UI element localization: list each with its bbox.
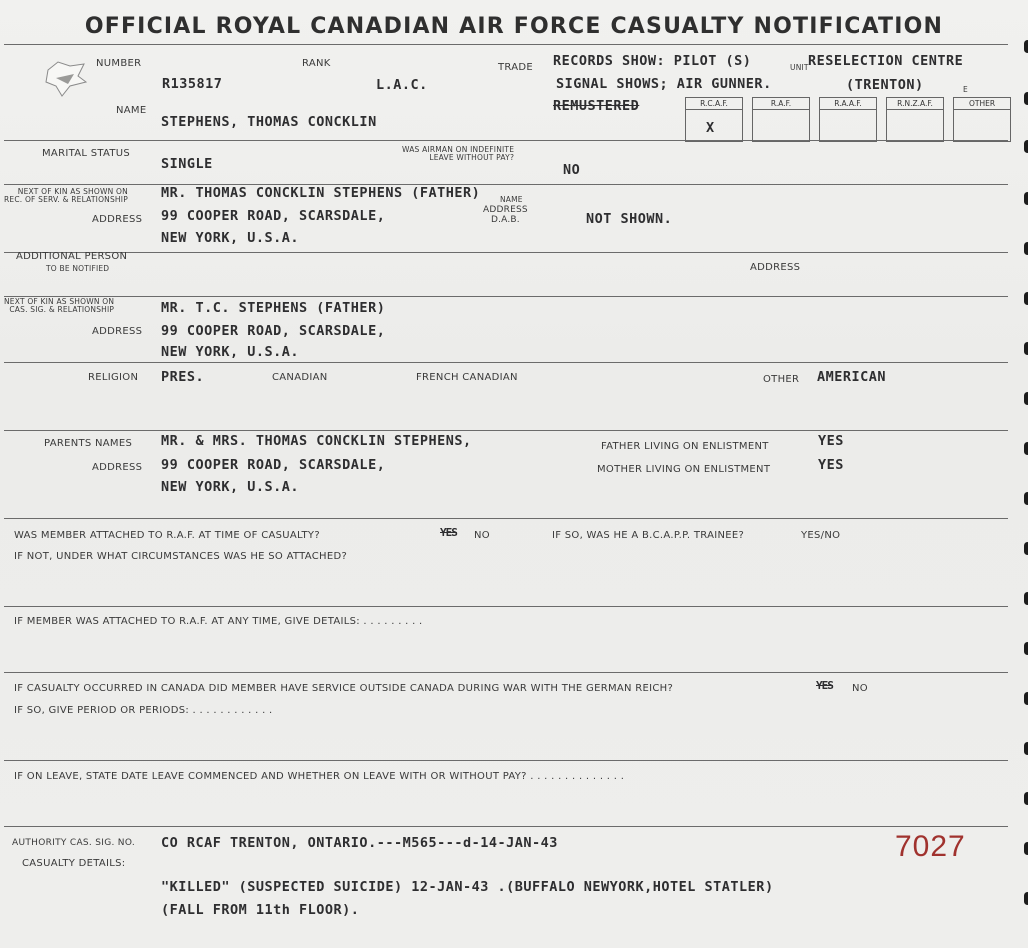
nok-rec-address-label: ADDRESS [92, 214, 143, 225]
rank-label: RANK [302, 58, 331, 69]
member-name: STEPHENS, THOMAS CONCKLIN [161, 114, 377, 130]
punch-hole [1024, 692, 1028, 705]
force-box-divider [686, 109, 742, 110]
attached-raf-no: NO [474, 530, 490, 541]
nok-cas-address-2: NEW YORK, U.S.A. [161, 344, 300, 360]
additional-address-label: ADDRESS [750, 262, 801, 273]
punch-hole [1024, 842, 1028, 855]
parents-names-value: MR. & MRS. THOMAS CONCKLIN STEPHENS, [161, 433, 472, 449]
nok-cas-name: MR. T.C. STEPHENS (FATHER) [161, 300, 386, 316]
nok-rec-address-1: 99 COOPER ROAD, SCARSDALE, [161, 208, 386, 224]
punch-hole [1024, 292, 1028, 305]
punch-hole [1024, 140, 1028, 153]
punch-hole [1024, 592, 1028, 605]
force-box-divider [887, 109, 943, 110]
punch-hole [1024, 642, 1028, 655]
punch-hole [1024, 542, 1028, 555]
rule [4, 826, 1008, 827]
trade-line-3: REMUSTERED [553, 98, 640, 114]
unit-label: UNIT [790, 63, 809, 72]
outside-canada-no: NO [852, 683, 868, 694]
punch-hole [1024, 392, 1028, 405]
indefinite-leave-value: NO [563, 162, 581, 178]
force-box-divider [954, 109, 1010, 110]
trade-label: TRADE [498, 62, 534, 73]
serial-number: 7027 [895, 830, 966, 863]
attached-raf-question: WAS MEMBER ATTACHED TO R.A.F. AT TIME OF CASUALTY? [14, 530, 320, 541]
force-box-label: R.A.F. [770, 99, 792, 108]
punch-hole [1024, 192, 1028, 205]
punch-hole [1024, 40, 1028, 53]
rule [4, 672, 1008, 673]
father-living-value: YES [818, 433, 844, 449]
dab-address-value: NOT SHOWN. [586, 211, 673, 227]
force-box-divider [820, 109, 876, 110]
rule [4, 362, 1008, 363]
torn-paper-mark [44, 60, 90, 100]
casualty-details-label: CASUALTY DETAILS: [22, 858, 126, 869]
casualty-details-line-1: "KILLED" (SUSPECTED SUICIDE) 12-JAN-43 .(BUFFALO NEWYORK,HOTEL STATLER) [161, 879, 774, 895]
periods-question: IF SO, GIVE PERIOD OR PERIODS: . . . . . . . . . . . . [14, 705, 273, 716]
casualty-details-line-2: (FALL FROM 11th FLOOR). [161, 902, 360, 918]
authority-label: AUTHORITY CAS. SIG. NO. [12, 838, 136, 848]
religion-other-label: OTHER [763, 374, 800, 385]
rule [4, 606, 1008, 607]
trade-line-1: RECORDS SHOW: PILOT (S) [553, 53, 752, 69]
name-label: NAME [116, 105, 147, 116]
french-canadian-label: FRENCH CANADIAN [416, 372, 518, 383]
force-box [819, 97, 877, 142]
punch-hole [1024, 92, 1028, 105]
outside-canada-strike: YES [816, 679, 833, 692]
rule [4, 430, 1008, 431]
indefinite-leave-label: WAS AIRMAN ON INDEFINITE LEAVE WITHOUT PAY? [402, 145, 515, 163]
rule [4, 296, 1008, 297]
rule [4, 252, 1008, 253]
force-mark: X [706, 120, 715, 136]
punch-hole [1024, 242, 1028, 255]
additional-person-label: ADDITIONAL PERSON [16, 251, 128, 262]
nok-rec-address-2: NEW YORK, U.S.A. [161, 230, 300, 246]
force-box [752, 97, 810, 142]
marital-status-value: SINGLE [161, 156, 213, 172]
unit-line-1: RESELECTION CENTRE [808, 53, 964, 69]
religion-value: PRES. [161, 369, 205, 385]
force-box [886, 97, 944, 142]
nok-cas-address-label: ADDRESS [92, 326, 143, 337]
nok-rec-label: NEXT OF KIN AS SHOWN ON REC. OF SERV. & RELATIONSHIP [4, 187, 128, 205]
parents-address-2: NEW YORK, U.S.A. [161, 479, 300, 495]
circumstances-question: IF NOT, UNDER WHAT CIRCUMSTANCES WAS HE SO ATTACHED? [14, 551, 348, 562]
unit-line-2: (TRENTON) [846, 77, 924, 93]
nok-rec-name: MR. THOMAS CONCKLIN STEPHENS (FATHER) [161, 185, 481, 201]
punch-hole [1024, 742, 1028, 755]
canadian-label: CANADIAN [272, 372, 328, 383]
leave-question: IF ON LEAVE, STATE DATE LEAVE COMMENCED AND WHETHER ON LEAVE WITH OR WITHOUT PAY? . . . . . . . . . . . . . . [14, 771, 625, 782]
religion-label: RELIGION [88, 372, 139, 383]
force-box [953, 97, 1011, 142]
force-box-label: R.N.Z.A.F. [897, 99, 933, 108]
father-living-label: FATHER LIVING ON ENLISTMENT [601, 441, 769, 452]
e-label: E [963, 85, 968, 94]
parents-names-label: PARENTS NAMES [44, 438, 133, 449]
attached-raf-strike: YES [440, 526, 457, 539]
rank-value: L.A.C. [376, 77, 428, 93]
mother-living-value: YES [818, 457, 844, 473]
marital-status-label: MARITAL STATUS [42, 148, 131, 159]
name-small-label: NAME [500, 195, 523, 204]
punch-hole [1024, 342, 1028, 355]
rule-top [4, 44, 1008, 45]
bcapp-yes-no: YES/NO [801, 530, 841, 541]
parents-address-label: ADDRESS [92, 462, 143, 473]
bcapp-question: IF SO, WAS HE A B.C.A.P.P. TRAINEE? [552, 530, 745, 541]
authority-value: CO RCAF TRENTON, ONTARIO.---M565---d-14-JAN-43 [161, 835, 558, 851]
mother-living-label: MOTHER LIVING ON ENLISTMENT [597, 464, 771, 475]
religion-other-value: AMERICAN [817, 369, 887, 385]
nok-cas-label: NEXT OF KIN AS SHOWN ON CAS. SIG. & RELATIONSHIP [4, 297, 115, 315]
rule [4, 184, 1008, 185]
parents-address-1: 99 COOPER ROAD, SCARSDALE, [161, 457, 386, 473]
nok-cas-address-1: 99 COOPER ROAD, SCARSDALE, [161, 323, 386, 339]
rule [4, 518, 1008, 519]
number-label: NUMBER [96, 58, 142, 69]
to-be-notified-label: TO BE NOTIFIED [46, 264, 110, 273]
punch-hole [1024, 442, 1028, 455]
rule [4, 760, 1008, 761]
force-box-label: OTHER [968, 99, 996, 108]
punch-hole [1024, 792, 1028, 805]
force-box-divider [753, 109, 809, 110]
address-dab-label: ADDRESS D.A.B. [483, 205, 528, 225]
punch-hole [1024, 892, 1028, 905]
trade-line-2: SIGNAL SHOWS; AIR GUNNER. [556, 76, 772, 92]
punch-hole [1024, 492, 1028, 505]
force-box-label: R.C.A.F. [700, 99, 728, 108]
force-box-label: R.A.A.F. [834, 99, 862, 108]
outside-canada-question: IF CASUALTY OCCURRED IN CANADA DID MEMBER HAVE SERVICE OUTSIDE CANADA DURING WAR WITH THE GERMAN REICH? [14, 683, 674, 694]
attached-any-question: IF MEMBER WAS ATTACHED TO R.A.F. AT ANY TIME, GIVE DETAILS: . . . . . . . . . [14, 616, 423, 627]
form-title: OFFICIAL ROYAL CANADIAN AIR FORCE CASUALTY NOTIFICATION [84, 14, 944, 39]
service-number: R135817 [162, 76, 223, 92]
